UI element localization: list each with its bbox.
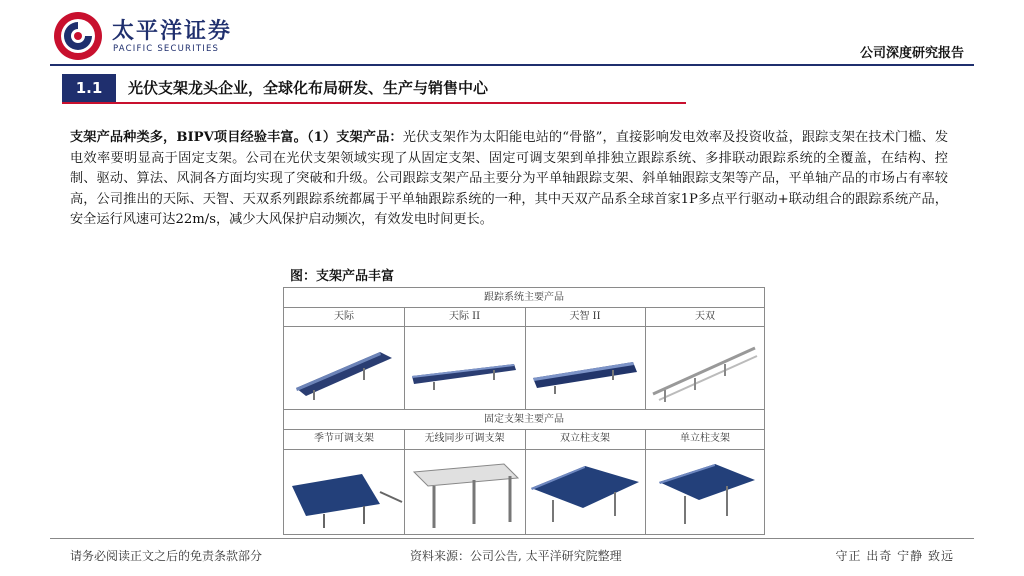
- tracking-product-label: 天际 II: [448, 311, 481, 322]
- footer-disclaimer: 请务必阅读正文之后的免责条款部分: [70, 549, 263, 563]
- tracking-products-header: 跟踪系统主要产品: [284, 288, 764, 308]
- report-type-label: 公司深度研究报告: [859, 46, 964, 61]
- brand-name-cn: 太平洋证券: [112, 19, 233, 44]
- body-paragraph: [70, 128, 948, 231]
- dual-post-mount-image: [525, 452, 645, 534]
- wireless-sync-adjustable-mount-image: [404, 452, 525, 534]
- section-underline: [62, 102, 686, 104]
- figure-title: 图：支架产品丰富: [290, 269, 395, 284]
- header-divider: [50, 64, 974, 66]
- footer-divider: [50, 538, 974, 539]
- fixed-product-label: 无线同步可调支架: [424, 433, 505, 444]
- footer-source: 资料来源：公司公告, 太平洋研究院整理: [410, 549, 622, 563]
- paragraph-body: 光伏支架作为太阳能电站的“骨骼”，直接影响发电效率及投资收益，跟踪支架在技术门槛、发电效率要明显高于固定支架。公司在光伏支架领域实现了从固定支架、固定可调支架到单排独立跟踪系统、多排联动跟踪系统的全覆盖，在结构、控制、驱动、算法、风洞各方面均实现了突破和升级。公司跟踪支架产品主要分为平单轴跟踪支架、斜单轴跟踪支架等产品，平单轴产品的市场占有率较高，公司推出的天际、天智、天双系列跟踪系统都属于平单轴跟踪系统的一种，其中天双产品系全球首家1P多点平行驱动+联动组合的跟踪系统产品，安全运行风速可达22m/s，减少大风保护启动频次，有效发电时间更长。: [70, 130, 949, 227]
- tianji-tracker-image: [284, 328, 404, 408]
- paragraph-lead: 支架产品种类多，BIPV项目经验丰富。（1）支架产品：: [70, 130, 403, 145]
- single-post-mount-image: [645, 452, 765, 534]
- fixed-products-header: 固定支架主要产品: [484, 414, 564, 425]
- fixed-product-label: 双立柱支架: [560, 433, 610, 444]
- brand-name-en: PACIFIC SECURITIES: [113, 44, 220, 54]
- tracking-product-label: 天际: [334, 311, 354, 322]
- product-figure-table: [283, 287, 765, 535]
- section-number-badge: 1.1: [62, 74, 116, 102]
- tianzhi-ii-tracker-image: [525, 328, 645, 408]
- seasonal-adjustable-mount-image: [284, 452, 404, 534]
- fixed-product-label: 单立柱支架: [680, 433, 730, 444]
- section-title: 光伏支架龙头企业，全球化布局研发、生产与销售中心: [128, 79, 489, 97]
- tracking-product-label: 天双: [695, 311, 715, 322]
- footer-motto: 守正 出奇 宁静 致远: [835, 549, 954, 563]
- tianshuang-tracker-image: [645, 328, 765, 408]
- pacific-securities-logo-icon: [52, 10, 104, 62]
- tianji-ii-tracker-image: [404, 328, 525, 408]
- fixed-product-label: 季节可调支架: [314, 433, 374, 444]
- tracking-product-label: 天智 II: [569, 311, 601, 322]
